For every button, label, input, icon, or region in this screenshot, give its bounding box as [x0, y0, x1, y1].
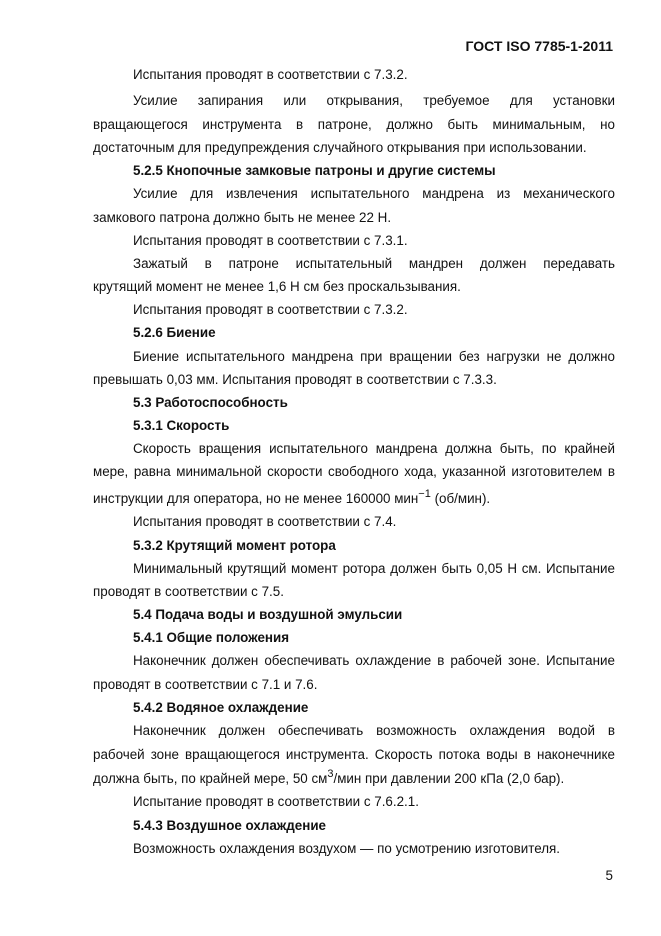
paragraph-line: Испытания проводят в соответствии с 7.3.2.: [133, 67, 408, 82]
word: рабочей: [450, 653, 502, 668]
word: в: [204, 256, 212, 271]
word: ротора: [342, 561, 386, 576]
word: зоне.: [507, 653, 540, 668]
word: указанной: [442, 464, 506, 479]
paragraph-line-justified: [133, 722, 615, 740]
text-span: должна быть, по крайней мере, 50 см: [93, 771, 328, 786]
word: должно: [386, 117, 433, 132]
word: в: [296, 117, 304, 132]
word: охлаждение: [355, 653, 432, 668]
superscript: −1: [418, 488, 431, 500]
paragraph-line-justified: [133, 92, 615, 110]
standard-header: ГОСТ ISO 7785-1-2011: [465, 38, 613, 54]
word: наконечнике: [536, 747, 615, 762]
word: скорости: [267, 464, 323, 479]
word: рабочей: [93, 747, 145, 762]
word: равна: [133, 464, 171, 479]
word: минимальным,: [492, 117, 586, 132]
paragraph-line: проводят в соответствии с 7.1 и 7.6.: [93, 677, 318, 692]
word: инструмента.: [285, 747, 369, 762]
paragraph-line: Испытание проводят в соответствии с 7.6.2.1.: [133, 794, 419, 809]
word: в: [437, 653, 445, 668]
paragraph-line-justified: [93, 746, 615, 764]
word: по: [541, 441, 557, 456]
word: быть,: [499, 441, 534, 456]
word: Усилие: [133, 93, 178, 108]
word: Испытание: [546, 561, 615, 576]
word: момент: [291, 561, 338, 576]
paragraph-line: достаточным для предупреждения случайного открывания при использовании.: [93, 140, 587, 155]
paragraph-line: замкового патрона должно быть не менее 22 Н.: [93, 210, 392, 225]
word: в: [523, 747, 531, 762]
word: зоне: [150, 747, 179, 762]
word: мандрена: [375, 441, 438, 456]
page-number: 5: [605, 868, 613, 883]
word: возможность: [376, 723, 457, 738]
word: из: [496, 186, 511, 201]
word: инструмента: [202, 117, 282, 132]
word: вращении: [389, 349, 452, 364]
section-heading-5-4: 5.4 Подача воды и воздушной эмульсии: [133, 607, 403, 622]
word: передавать: [543, 256, 615, 271]
word: мере,: [93, 464, 129, 479]
word: водой: [558, 723, 595, 738]
word: обеспечивать: [264, 653, 350, 668]
word: должно: [568, 349, 615, 364]
word: минимальной: [176, 464, 262, 479]
word: мандрен: [408, 256, 464, 271]
section-heading-5-3-1: 5.3.1 Скорость: [133, 418, 230, 433]
word: патроне,: [317, 117, 372, 132]
word: в: [607, 464, 615, 479]
word: Испытание: [545, 653, 615, 668]
word: мандрена: [291, 349, 354, 364]
word: вращающегося: [93, 117, 188, 132]
word: для: [190, 186, 214, 201]
section-heading-5-3: 5.3 Работоспособность: [133, 395, 288, 410]
word: извлечения: [226, 186, 298, 201]
word: требуемое: [423, 93, 490, 108]
paragraph-line: крутящий момент не менее 1,6 Н см без проскальзывания.: [93, 279, 461, 294]
word: в: [607, 723, 615, 738]
word: установки: [552, 93, 615, 108]
word: вращающегося: [185, 747, 280, 762]
word: мандрена: [422, 186, 484, 201]
paragraph-line: проводят в соответствии с 7.5.: [93, 584, 284, 599]
word: испытательного: [269, 441, 368, 456]
word: Скорость: [133, 441, 191, 456]
word: Зажатый: [133, 256, 188, 271]
paragraph-line: Испытания проводят в соответствии с 7.3.2.: [133, 302, 408, 317]
paragraph-line: Возможность охлаждения воздухом — по усмотрению изготовителя.: [133, 841, 560, 856]
superscript: 3: [327, 768, 334, 780]
word: не: [546, 349, 562, 364]
word: свободного: [328, 464, 399, 479]
word: но: [600, 117, 615, 132]
word: вращения: [198, 441, 262, 456]
section-heading-5-2-5: 5.2.5 Кнопочные замковые патроны и другие системы: [133, 163, 496, 178]
word: быть: [447, 117, 478, 132]
paragraph-line: Испытания проводят в соответствии с 7.4.: [133, 514, 397, 529]
paragraph-line: превышать 0,03 мм. Испытания проводят в соответствии с 7.3.3.: [93, 372, 497, 387]
text-span: /мин при давлении 200 кПа (2,0 бар).: [333, 771, 565, 786]
paragraph-line-with-superscript: [93, 770, 615, 788]
word: нагрузки: [486, 349, 540, 364]
word: крайней: [564, 441, 615, 456]
word: 0,05: [476, 561, 503, 576]
word: Н: [507, 561, 517, 576]
paragraph-line-justified: [93, 116, 615, 134]
word: Наконечник: [133, 653, 206, 668]
word: открывания,: [326, 93, 403, 108]
word: или: [283, 93, 307, 108]
word: при: [360, 349, 383, 364]
section-heading-5-2-6: 5.2.6 Биение: [133, 325, 216, 340]
paragraph-line-justified: [133, 652, 615, 670]
word: для: [509, 93, 533, 108]
paragraph-line-justified: [133, 185, 615, 203]
word: должен: [479, 256, 527, 271]
word: охлаждения: [469, 723, 546, 738]
word: испытательного: [185, 349, 285, 364]
paragraph-line-justified: [93, 463, 615, 481]
section-heading-5-4-2: 5.4.2 Водяное охлаждение: [133, 700, 309, 715]
word: см.: [521, 561, 542, 576]
paragraph-line-justified: [133, 440, 615, 458]
word: воды: [486, 747, 518, 762]
word: патроне: [228, 256, 279, 271]
word: Наконечник: [133, 723, 206, 738]
word: без: [458, 349, 480, 364]
paragraph-line-justified: [133, 255, 615, 273]
text-span: инструкции для оператора, но не менее 160000 мин: [93, 491, 419, 506]
word: должен: [218, 723, 266, 738]
word: запирания: [197, 93, 264, 108]
word: испытательного: [310, 186, 410, 201]
paragraph-line-justified: [133, 560, 615, 578]
word: потока: [438, 747, 481, 762]
section-heading-5-3-2: 5.3.2 Крутящий момент ротора: [133, 538, 336, 553]
paragraph-line-with-superscript: [93, 490, 615, 508]
word: крутящий: [227, 561, 287, 576]
section-heading-5-4-1: 5.4.1 Общие положения: [133, 630, 290, 645]
section-heading-5-4-3: 5.4.3 Воздушное охлаждение: [133, 818, 326, 833]
word: Скорость: [374, 747, 433, 762]
paragraph-line: Испытания проводят в соответствии с 7.3.1.: [133, 233, 408, 248]
word: должен: [390, 561, 437, 576]
word: испытательный: [295, 256, 393, 271]
word: обеспечивать: [278, 723, 364, 738]
word: механического: [523, 186, 615, 201]
word: должна: [445, 441, 492, 456]
word: быть: [441, 561, 472, 576]
word: Усилие: [133, 186, 178, 201]
word: Минимальный: [133, 561, 223, 576]
word: должен: [211, 653, 259, 668]
text-span: (об/мин).: [430, 491, 491, 506]
word: хода,: [404, 464, 437, 479]
paragraph-line-justified: [133, 348, 615, 366]
word: Биение: [133, 349, 180, 364]
word: изготовителем: [511, 464, 603, 479]
